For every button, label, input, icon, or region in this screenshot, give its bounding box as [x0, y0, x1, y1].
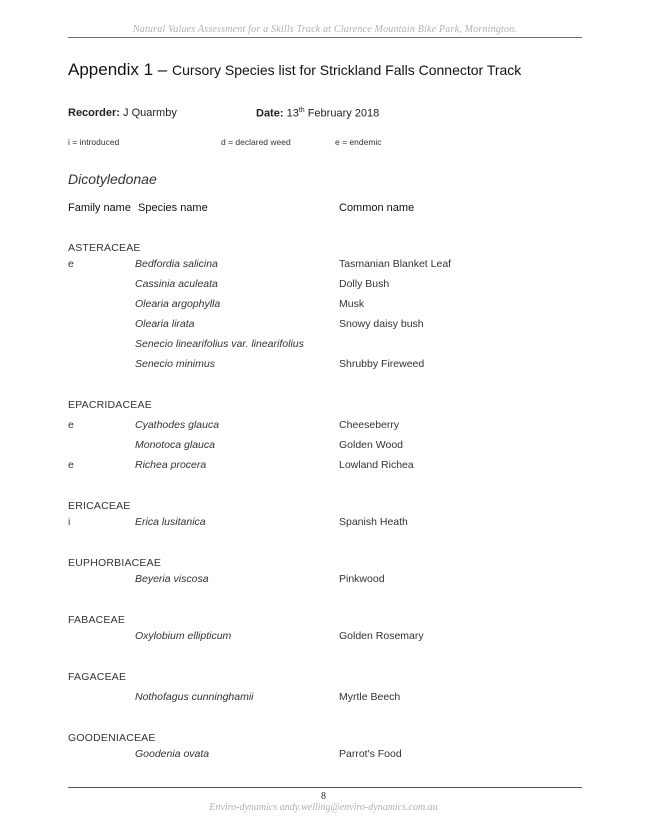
species-row [0, 278, 647, 298]
title-prefix: Appendix 1 – [68, 60, 172, 79]
column-header-species: Species name [138, 202, 208, 214]
species-name: Olearia argophylla [135, 298, 221, 310]
family-heading: FABACEAE [68, 614, 126, 626]
footer-divider [68, 787, 582, 788]
common-name: Dolly Bush [339, 278, 390, 290]
common-name: Golden Wood [339, 439, 404, 451]
header-divider [68, 37, 582, 38]
species-row [0, 439, 647, 459]
species-name: Senecio linearifolius var. linearifolius [135, 338, 304, 350]
species-name: Nothofagus cunninghamii [135, 691, 254, 703]
species-row [0, 338, 647, 358]
recorder-label: Recorder: [68, 107, 120, 119]
column-header-common: Common name [339, 202, 415, 214]
species-name: Senecio minimus [135, 358, 215, 370]
species-row [0, 748, 647, 768]
species-row [0, 573, 647, 593]
species-name: Monotoca glauca [135, 439, 215, 451]
species-row [0, 459, 647, 479]
column-header-family: Family name [68, 202, 131, 214]
title-main: Cursory Species list for Strickland Falls Connector Track [171, 62, 522, 78]
species-row [0, 298, 647, 318]
common-name: Cheeseberry [339, 419, 400, 431]
common-name: Lowland Richea [339, 459, 414, 471]
status-code: e [68, 419, 74, 431]
recorder-field [68, 107, 177, 119]
species-row [0, 318, 647, 338]
status-code: e [68, 258, 74, 270]
common-name: Golden Rosemary [339, 630, 424, 642]
family-heading: ERICACEAE [68, 500, 131, 512]
family-heading: EUPHORBIACEAE [68, 557, 162, 569]
date-label: Date: [256, 107, 284, 120]
species-name: Olearia lirata [135, 318, 195, 330]
common-name: Tasmanian Blanket Leaf [339, 258, 452, 270]
page-number: 8 [321, 791, 326, 802]
legend-declared: d = declared weed [221, 137, 291, 147]
species-row [0, 516, 647, 536]
species-name: Cassinia aculeata [135, 278, 218, 290]
date-suffix: th [298, 107, 305, 114]
date-day: 13 [283, 107, 299, 120]
page-title [68, 60, 521, 80]
section-heading: Dicotyledonae [68, 171, 157, 187]
running-header: Natural Values Assessment for a Skills Track at Clarence Mountain Bike Park, Mornington. [132, 24, 518, 35]
status-code: i [68, 516, 71, 528]
species-name: Cyathodes glauca [135, 419, 220, 431]
common-name: Shrubby Fireweed [339, 358, 425, 370]
species-name: Oxylobium ellipticum [135, 630, 232, 642]
common-name: Snowy daisy bush [339, 318, 424, 330]
common-name: Musk [339, 298, 365, 310]
species-name: Erica lusitanica [135, 516, 206, 528]
legend-endemic: e = endemic [335, 137, 382, 147]
species-row [0, 358, 647, 378]
common-name: Pinkwood [339, 573, 385, 585]
date-field [256, 107, 379, 120]
running-footer: Enviro-dynamics andy.welling@enviro-dynamics.com.au [209, 802, 438, 813]
recorder-value: J Quarmby [119, 107, 177, 119]
family-heading: EPACRIDACEAE [68, 399, 152, 411]
status-code: e [68, 459, 74, 471]
common-name: Spanish Heath [339, 516, 408, 528]
family-heading: FAGACEAE [68, 671, 127, 683]
species-row [0, 258, 647, 278]
family-heading: GOODENIACEAE [68, 732, 156, 744]
species-name: Beyeria viscosa [135, 573, 209, 585]
species-name: Goodenia ovata [135, 748, 210, 760]
legend-introduced: i = introduced [68, 137, 120, 147]
common-name: Myrtle Beech [339, 691, 401, 703]
species-row [0, 691, 647, 711]
species-row [0, 419, 647, 439]
common-name: Parrot's Food [339, 748, 402, 760]
family-heading: ASTERACEAE [68, 242, 141, 254]
species-name: Bedfordia salicina [135, 258, 218, 270]
species-name: Richea procera [135, 459, 207, 471]
species-row [0, 630, 647, 650]
date-rest: February 2018 [304, 107, 380, 120]
